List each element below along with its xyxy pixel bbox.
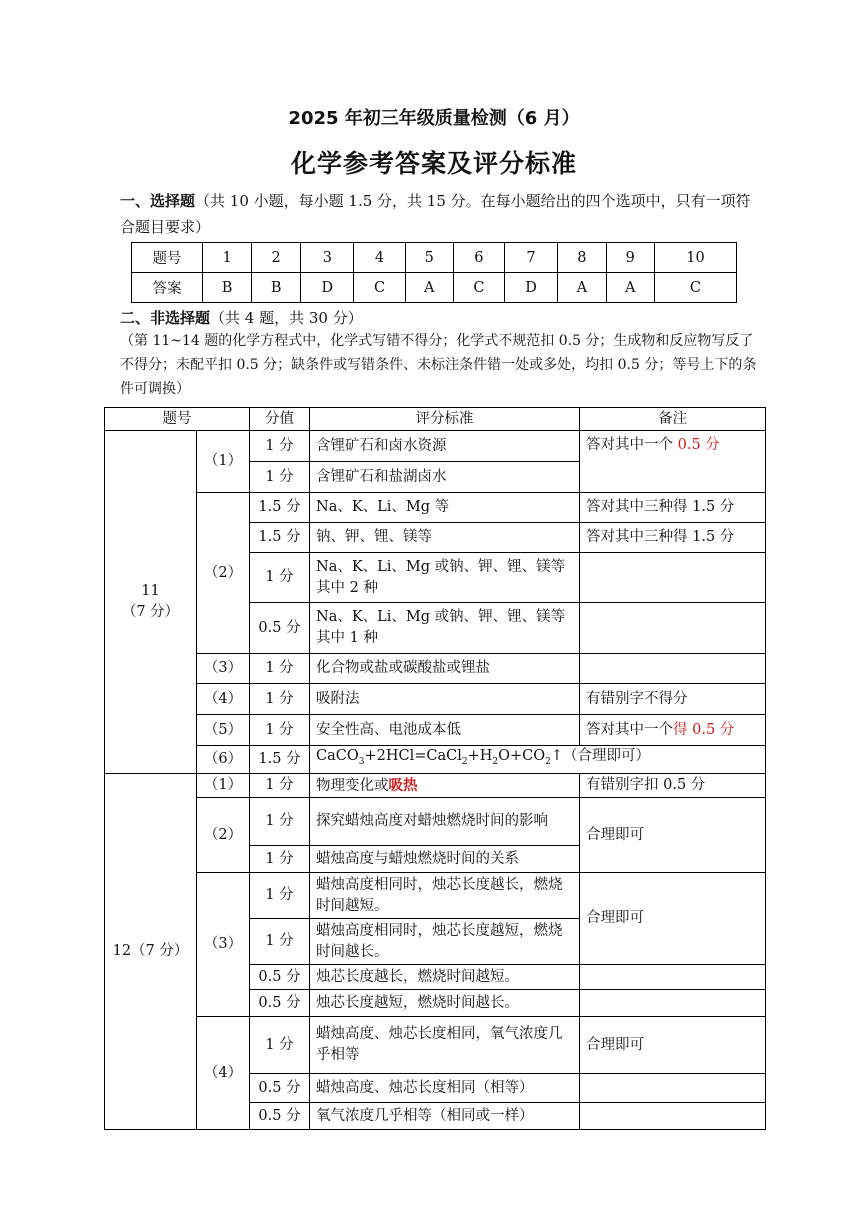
table-row bbox=[105, 654, 766, 684]
part-label: （2） bbox=[197, 798, 250, 873]
row-label-answer: 答案 bbox=[132, 273, 203, 303]
doc-subtitle: 化学参考答案及评分标准 bbox=[290, 149, 577, 178]
standard-cell: 蜡烛高度与蜡烛燃烧时间的关系 bbox=[310, 846, 580, 873]
remark-cell bbox=[580, 990, 766, 1017]
equation-cell bbox=[310, 746, 766, 774]
standard-cell: 安全性高、电池成本低 bbox=[310, 715, 580, 746]
table-row bbox=[105, 431, 766, 462]
section1-intro bbox=[120, 188, 760, 240]
remark-cell bbox=[580, 715, 766, 746]
equation-subscript: 2 bbox=[545, 756, 551, 767]
score-cell: 0.5 分 bbox=[250, 1103, 310, 1130]
equation-part: CaCO bbox=[316, 748, 359, 765]
part-label: （3） bbox=[197, 654, 250, 684]
score-cell: 1 分 bbox=[250, 774, 310, 798]
table-row bbox=[105, 715, 766, 746]
score-cell: 0.5 分 bbox=[250, 603, 310, 654]
table-cell: 5 bbox=[405, 243, 453, 273]
score-cell: 1 分 bbox=[250, 553, 310, 603]
score-cell: 1 分 bbox=[250, 873, 310, 919]
table-cell: B bbox=[252, 273, 301, 303]
table-cell: 2 bbox=[252, 243, 301, 273]
table-row bbox=[105, 798, 766, 846]
standard-text: 物理变化或 bbox=[316, 777, 389, 794]
score-cell: 1.5 分 bbox=[250, 746, 310, 774]
score-cell: 1 分 bbox=[250, 654, 310, 684]
remark-cell bbox=[580, 431, 766, 493]
remark-cell bbox=[580, 1103, 766, 1130]
table-cell: 3 bbox=[301, 243, 354, 273]
part-label: （2） bbox=[197, 493, 250, 654]
table-cell: 10 bbox=[654, 243, 736, 273]
table-row bbox=[132, 273, 737, 303]
row-label-number: 题号 bbox=[132, 243, 203, 273]
standard-cell: 钠、钾、锂、镁等 bbox=[310, 523, 580, 553]
equation-subscript: 2 bbox=[461, 756, 468, 767]
standard-cell: 氧气浓度几乎相等（相同或一样） bbox=[310, 1103, 580, 1130]
remark-cell bbox=[580, 654, 766, 684]
col-header-question: 题号 bbox=[105, 408, 250, 431]
standard-highlight: 吸热 bbox=[388, 776, 418, 794]
table-cell: 4 bbox=[354, 243, 405, 273]
table-cell: D bbox=[301, 273, 354, 303]
score-cell: 1 分 bbox=[250, 919, 310, 965]
table-row bbox=[105, 1017, 766, 1074]
question-number: 11 bbox=[141, 583, 160, 599]
part-label: （5） bbox=[197, 715, 250, 746]
table-cell: A bbox=[558, 273, 606, 303]
remark-highlight: 得 0.5 分 bbox=[673, 721, 735, 738]
remark-text: 答对其中一个 bbox=[586, 437, 678, 453]
equation-part: ↑（合理即可） bbox=[550, 748, 651, 765]
score-cell: 1.5 分 bbox=[250, 493, 310, 523]
standard-cell bbox=[310, 774, 580, 798]
remark-cell: 合理即可 bbox=[580, 873, 766, 965]
remark-cell: 答对其中三种得 1.5 分 bbox=[580, 523, 766, 553]
part-label: （4） bbox=[197, 1017, 250, 1130]
standard-cell: 含锂矿石和盐湖卤水 bbox=[310, 462, 580, 493]
table-cell: 9 bbox=[606, 243, 654, 273]
remark-cell bbox=[580, 965, 766, 990]
part-label: （4） bbox=[197, 684, 250, 715]
section2-desc: （共 4 题，共 30 分） bbox=[210, 309, 363, 327]
table-cell: C bbox=[354, 273, 405, 303]
section1-heading: 一、选择题 bbox=[120, 192, 196, 210]
score-cell: 1 分 bbox=[250, 431, 310, 462]
score-cell: 0.5 分 bbox=[250, 965, 310, 990]
remark-highlight: 0.5 分 bbox=[677, 437, 720, 453]
remark-cell bbox=[580, 553, 766, 603]
part-label: （6） bbox=[197, 746, 250, 774]
score-cell: 1.5 分 bbox=[250, 523, 310, 553]
table-header-row bbox=[105, 408, 766, 431]
score-cell: 1 分 bbox=[250, 462, 310, 493]
score-cell: 1 分 bbox=[250, 846, 310, 873]
section2-intro bbox=[120, 305, 760, 331]
table-row bbox=[105, 774, 766, 798]
remark-cell: 合理即可 bbox=[580, 1017, 766, 1074]
equation-subscript: 2 bbox=[492, 756, 499, 767]
standard-cell: 蜡烛高度、烛芯长度相同（相等） bbox=[310, 1074, 580, 1103]
score-cell: 1 分 bbox=[250, 715, 310, 746]
standard-cell: 蜡烛高度相同时，烛芯长度越长，燃烧时间越短。 bbox=[310, 873, 580, 919]
standard-cell: Na、K、Li、Mg 或钠、钾、锂、镁等其中 2 种 bbox=[310, 553, 580, 603]
standard-cell: 探究蜡烛高度对蜡烛燃烧时间的影响 bbox=[310, 798, 580, 846]
remark-cell: 答对其中三种得 1.5 分 bbox=[580, 493, 766, 523]
section2-note: （第 11~14 题的化学方程式中，化学式写错不得分；化学式不规范扣 0.5 分；生成物和反应物写反了不得分；未配平扣 0.5 分；缺条件或写错条件、未标注条件错一处或多处，均扣 0.5 分；等号上下的条件可调换） bbox=[120, 333, 757, 397]
score-cell: 1 分 bbox=[250, 684, 310, 715]
remark-cell bbox=[580, 1074, 766, 1103]
table-row bbox=[132, 243, 737, 273]
score-cell: 0.5 分 bbox=[250, 1074, 310, 1103]
part-label: （3） bbox=[197, 873, 250, 1017]
exam-title: 2025 年初三年级质量检测（6 月） bbox=[288, 108, 580, 129]
table-cell: A bbox=[606, 273, 654, 303]
standard-cell: 吸附法 bbox=[310, 684, 580, 715]
table-cell: D bbox=[504, 273, 557, 303]
equation-part: +H bbox=[467, 748, 493, 765]
part-label: （1） bbox=[197, 431, 250, 493]
remark-cell: 有错别字扣 0.5 分 bbox=[580, 774, 766, 798]
remark-cell: 合理即可 bbox=[580, 798, 766, 873]
table-cell: 7 bbox=[504, 243, 557, 273]
score-cell: 1 分 bbox=[250, 798, 310, 846]
standard-cell: 烛芯长度越短，燃烧时间越长。 bbox=[310, 990, 580, 1017]
equation-subscript: 3 bbox=[358, 756, 365, 767]
question-11-cell bbox=[105, 431, 197, 774]
table-cell: 6 bbox=[453, 243, 504, 273]
col-header-remark: 备注 bbox=[580, 408, 766, 431]
score-cell: 0.5 分 bbox=[250, 990, 310, 1017]
question-points: （7 分） bbox=[121, 604, 180, 620]
section1-desc: （共 10 小题，每小题 1.5 分，共 15 分。在每小题给出的四个选项中，只有一项符合题目要求） bbox=[120, 192, 751, 236]
table-cell: 8 bbox=[558, 243, 606, 273]
col-header-score: 分值 bbox=[250, 408, 310, 431]
table-cell: C bbox=[654, 273, 736, 303]
question-12-cell: 12（7 分） bbox=[105, 774, 197, 1130]
standard-cell: Na、K、Li、Mg 或钠、钾、锂、镁等其中 1 种 bbox=[310, 603, 580, 654]
col-header-standard: 评分标准 bbox=[310, 408, 580, 431]
remark-cell bbox=[580, 603, 766, 654]
standard-cell: 化合物或盐或碳酸盐或锂盐 bbox=[310, 654, 580, 684]
equation-part: +2HCl=CaCl bbox=[364, 748, 462, 765]
standard-cell: 蜡烛高度、烛芯长度相同，氧气浓度几乎相等 bbox=[310, 1017, 580, 1074]
section2-heading: 二、非选择题 bbox=[120, 309, 211, 327]
table-row bbox=[105, 873, 766, 919]
remark-text: 答对其中一个 bbox=[586, 721, 673, 738]
table-cell: B bbox=[203, 273, 252, 303]
mcq-answer-table bbox=[131, 242, 737, 303]
grading-table bbox=[104, 407, 766, 1130]
equation-part: O+CO bbox=[498, 748, 546, 765]
standard-cell: Na、K、Li、Mg 等 bbox=[310, 493, 580, 523]
table-cell: 1 bbox=[203, 243, 252, 273]
table-row bbox=[105, 746, 766, 774]
table-cell: A bbox=[405, 273, 453, 303]
standard-cell: 烛芯长度越长，燃烧时间越短。 bbox=[310, 965, 580, 990]
part-label: （1） bbox=[197, 774, 250, 798]
standard-cell: 蜡烛高度相同时，烛芯长度越短，燃烧时间越长。 bbox=[310, 919, 580, 965]
table-cell: C bbox=[453, 273, 504, 303]
table-row bbox=[105, 493, 766, 523]
standard-cell: 含锂矿石和卤水资源 bbox=[310, 431, 580, 462]
remark-cell: 有错别字不得分 bbox=[580, 684, 766, 715]
table-row bbox=[105, 684, 766, 715]
score-cell: 1 分 bbox=[250, 1017, 310, 1074]
